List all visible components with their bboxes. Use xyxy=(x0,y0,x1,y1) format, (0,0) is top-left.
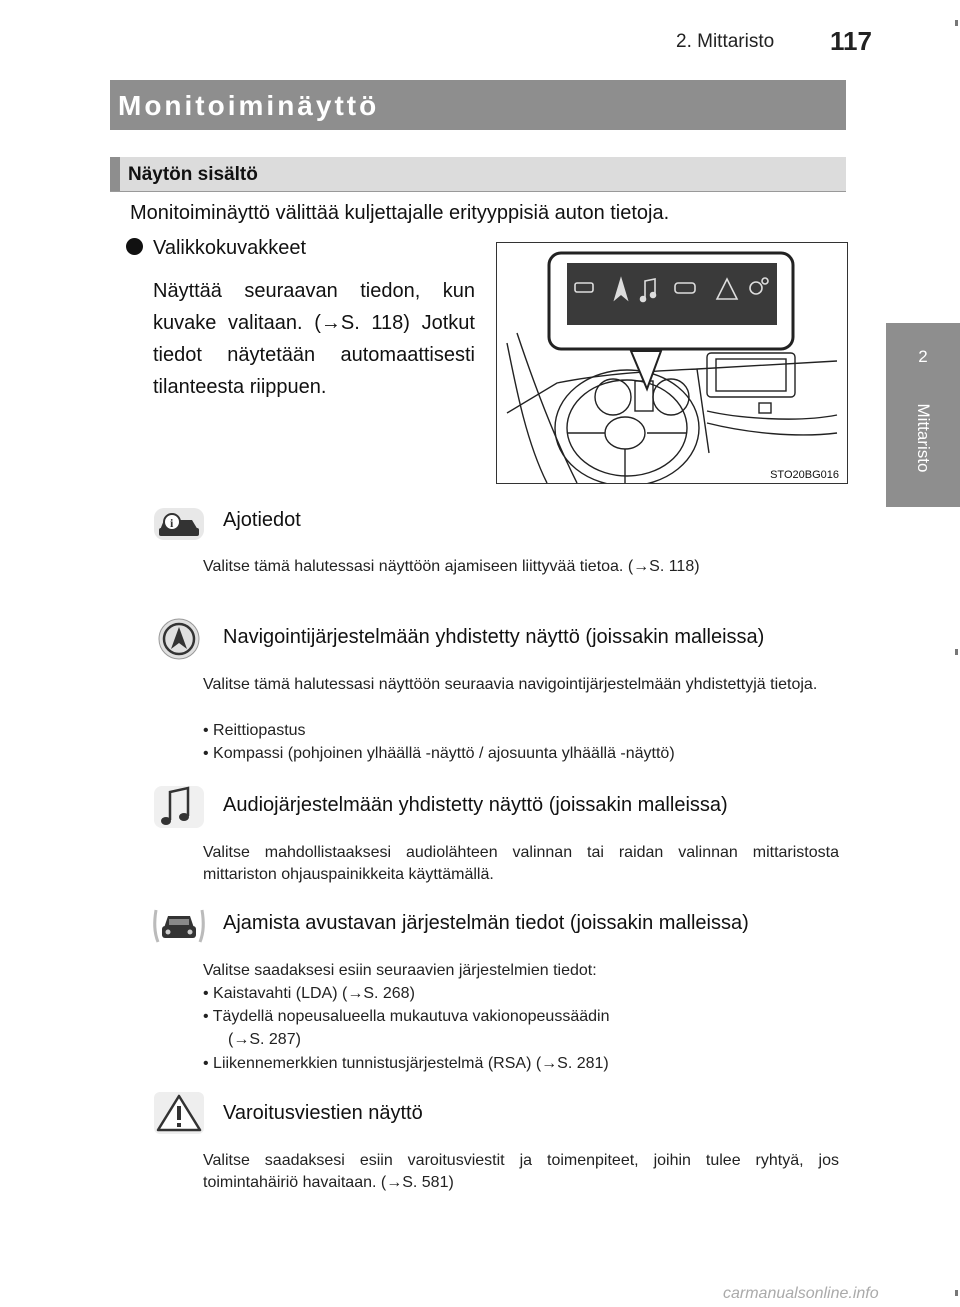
section-body: Valitse saadaksesi esiin seuraavien järjestelmien tiedot: xyxy=(203,962,597,979)
crop-mark xyxy=(955,1290,958,1296)
subheading-bar xyxy=(110,157,846,192)
section-title: Audiojärjestelmään yhdistetty näyttö (joissakin malleissa) xyxy=(223,794,728,816)
music-note-icon xyxy=(152,784,206,830)
bullet-body: Näyttää seuraavan tiedon, kun kuvake valitaan. (→S. 118) Jotkut tiedot näytetään automaattisesti tilanteesta riippuen. xyxy=(153,280,475,398)
svg-text:i: i xyxy=(170,516,174,530)
page-number: 117 xyxy=(830,26,872,56)
warning-icon xyxy=(152,1090,206,1136)
dashboard-figure xyxy=(496,242,848,484)
section-title: Ajamista avustavan järjestelmän tiedot (joissakin malleissa) xyxy=(223,912,749,934)
bullet-title: Valikkokuvakkeet xyxy=(153,237,307,259)
intro-text: Monitoiminäyttö välittää kuljettajalle erityyppisiä auton tietoja. xyxy=(130,202,670,224)
bullet-dot xyxy=(126,238,143,255)
list-item: • Reittiopastus xyxy=(203,722,306,739)
section-body: Valitse saadaksesi esiin varoitusviestit ja toimenpiteet, joihin tulee ryhtyä, jos toimintahäiriö havaitaan. (→S. 581) xyxy=(203,1152,839,1191)
chapter-number: 2 xyxy=(918,347,928,366)
driving-assist-icon xyxy=(152,902,206,948)
section-body: Valitse tämä halutessasi näyttöön ajamiseen liittyvää tietoa. (→S. 118) xyxy=(203,558,700,575)
chapter-label: Mittaristo xyxy=(914,403,933,473)
section-title: Navigointijärjestelmään yhdistetty näyttö (joissakin malleissa) xyxy=(223,626,765,648)
page-title: Monitoiminäyttö xyxy=(118,90,380,121)
list-item: • Täydellä nopeusalueella mukautuva vakionopeussäädin xyxy=(203,1008,610,1025)
section-title: Ajotiedot xyxy=(223,509,301,531)
crop-mark xyxy=(955,649,958,655)
section-body: Valitse mahdollistaaksesi audiolähteen valinnan tai raidan valinnan mittaristosta mittariston ohjauspainikkeita käyttämällä. xyxy=(203,844,839,883)
list-item: • Kompassi (pohjoinen ylhäällä -näyttö / ajosuunta ylhäällä -näyttö) xyxy=(203,745,675,762)
navigation-icon xyxy=(152,616,206,662)
chapter-tab xyxy=(886,323,960,507)
section-body: Valitse tämä halutessasi näyttöön seuraavia navigointijärjestelmään yhdistettyjä tietoja. xyxy=(203,676,818,693)
list-item: (→S. 287) xyxy=(228,1031,301,1048)
subheading-marker xyxy=(110,157,120,191)
dashboard-illustration xyxy=(497,243,847,483)
list-item: • Kaistavahti (LDA) (→S. 268) xyxy=(203,985,415,1002)
footer-watermark: carmanualsonline.info xyxy=(723,1285,879,1302)
crop-mark xyxy=(955,20,958,26)
header-section-title: 2. Mittaristo xyxy=(676,31,775,52)
subheading: Näytön sisältö xyxy=(128,164,258,185)
list-item: • Liikennemerkkien tunnistusjärjestelmä (RSA) (→S. 281) xyxy=(203,1055,609,1072)
page-title-bar xyxy=(110,80,846,130)
car-info-icon xyxy=(152,500,206,546)
figure-code: STO20BG016 xyxy=(770,469,839,481)
section-title: Varoitusviestien näyttö xyxy=(223,1102,423,1124)
